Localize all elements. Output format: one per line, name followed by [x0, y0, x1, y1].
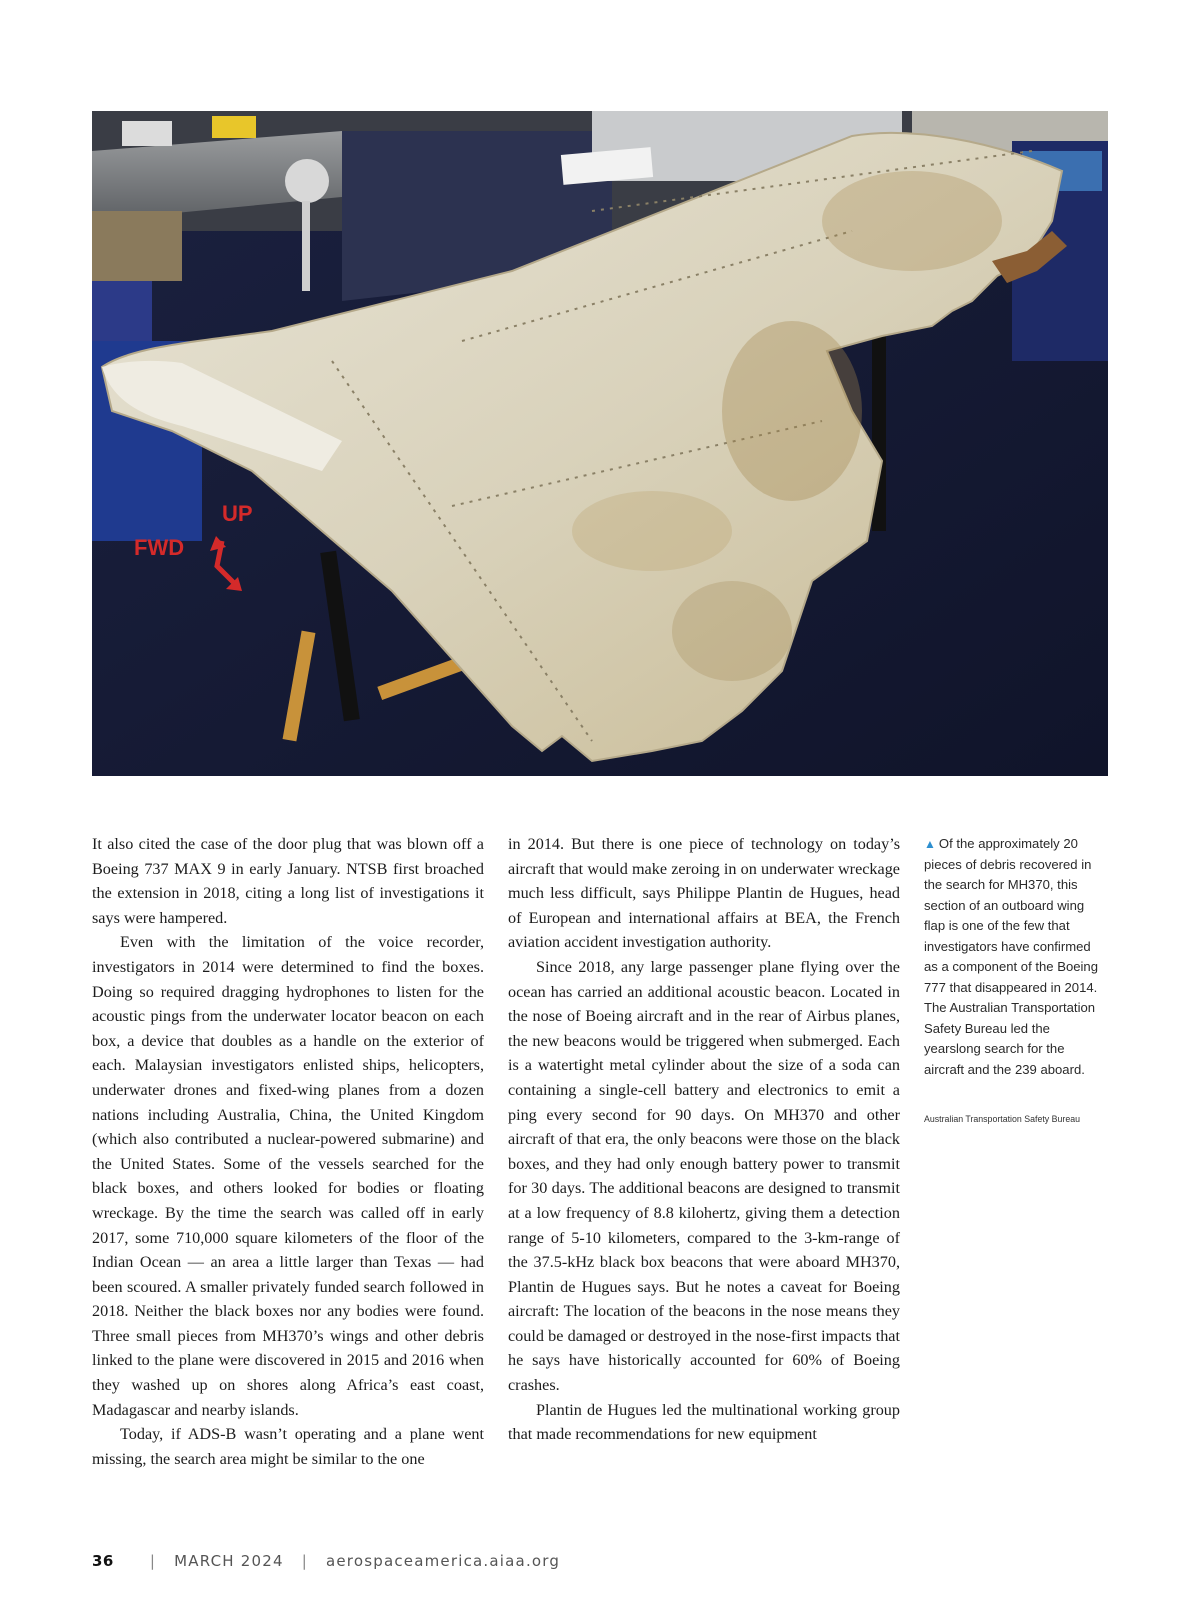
column1-paragraph-2: Even with the limitation of the voice recorder, investigators in 2014 were determined to find the boxes. Doing so required dragging hydrophones to listen for the acoustic pings from the underwater locator beacon on each box, a device that doubles as a handle on the exterior of each. Malaysian investigators enlisted ships, helicopters, underwater drones and fixed-wing planes from a dozen nations including Australia, China, the United Kingdom (which also contributed a nuclear-powered submarine) and the United States. Some of the vessels searched for the black boxes, and others looked for bodies or floating wreckage. By the time the search was called off in early 2017, some 710,000 square kilometers of the floor of the Indian Ocean — an area a little larger than Texas — had been scoured. A smaller privately funded search followed in 2018. Neither the black boxes nor any bodies were found. Three small pieces from MH370’s wings and other debris linked to the plane were discovered in 2015 and 2016 when they washed up on shores along Africa’s east coast, Madagascar and nearby islands.: [92, 933, 484, 1419]
issue-date: MARCH 2024: [174, 1552, 284, 1570]
website-url: aerospaceamerica.aiaa.org: [325, 1552, 561, 1570]
up-label: UP: [222, 501, 253, 526]
footer-separator: |: [149, 1552, 157, 1570]
column2-paragraph-2: Since 2018, any large passenger plane flying over the ocean has carried an additional acoustic beacon. Located in the nose of Boeing aircraft and in the rear of Airbus planes, the new beacons would be triggered when submerged. Each is a watertight metal cylinder about the size of a soda can containing a single-cell battery and electronics to emit a ping every second for 90 days. On MH370 and other aircraft of that era, the only beacons were those on the black boxes, and they had only enough battery power to transmit for 30 days. The additional beacons are designed to transmit at a low frequency of 8.8 kilohertz, giving them a detection range of 5-10 kilometers, compared to the 3-km-range of the 37.5-kHz black box beacons that were aboard MH370, Plantin de Hugues says. But he notes a caveat for Boeing aircraft: The location of the beacons in the nose means they could be damaged or destroyed in the nose-first impacts that he says have historically accounted for 60% of Boeing crashes.: [508, 957, 900, 1395]
column1-paragraph-1: It also cited the case of the door plug that was blown off a Boeing 737 MAX 9 in early January. NTSB first broached the extension in 2018, citing a long list of investigations it says were hampered.: [92, 835, 484, 927]
column2-paragraph-1: in 2014. But there is one piece of technology on today’s aircraft that would make zeroing in on underwater wreckage much less difficult, says Philippe Plantin de Hugues, head of European and international affairs at BEA, the French aviation accident investigation authority.: [508, 835, 900, 952]
footer-separator: |: [301, 1552, 308, 1570]
article-column-1: [92, 832, 484, 1471]
photo-credit: Australian Transportation Safety Bureau: [924, 1114, 1080, 1124]
caption-text: Of the approximately 20 pieces of debris recovered in the search for MH370, this section of an outboard wing flap is one of the few that investigators have confirmed as a component of the Boeing 777 that disappeared in 2014. The Australian Transportation Safety Bureau led the yearslong search for the aircraft and the 239 aboard.: [924, 836, 1098, 1077]
triangle-up-icon: ▲: [924, 837, 936, 851]
column1-paragraph-3: Today, if ADS-B wasn’t operating and a plane went missing, the search area might be similar to the one: [92, 1425, 484, 1468]
wing-flap-debris-image: [92, 111, 1108, 776]
column2-paragraph-3: Plantin de Hugues led the multinational working group that made recommendations for new equipment: [508, 1400, 900, 1444]
page-number: 36: [92, 1552, 114, 1570]
fwd-label: FWD: [134, 535, 185, 560]
page-footer: [92, 1552, 560, 1570]
wing-flap-photo: [92, 111, 1108, 776]
photo-caption: [924, 834, 1108, 1080]
article-column-2: [508, 832, 900, 1447]
